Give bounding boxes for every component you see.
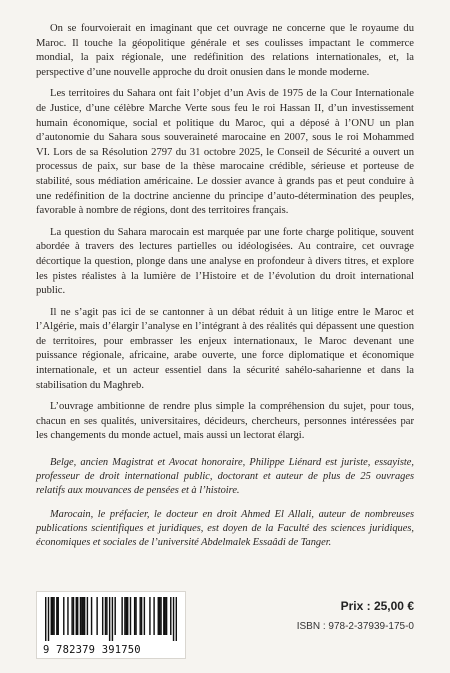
barcode-bar — [114, 597, 115, 635]
blurb-paragraph-4: Il ne s’agit pas ici de se cantonner à un débat réduit à un litige entre le Maroc et l’Algérie, mais d’élargir l’analyse en l’intégrant à des réalités qui dépassent une question de territoires, pour embrasser les enjeux internationaux, le Maroc devenant une puissance régionale, africaine, arabe ouverte, une force diplomatique et économique internationale, et un acteur essentiel dans la sécurité sahélo-saharienne et dans la stabilisation du Maghreb. — [36, 306, 414, 391]
blurb-paragraph-1: On se fourvoierait en imaginant que cet ouvrage ne concerne que le royaume du Maroc. Il touche la géopolitique générale et ses coulisses impactant le commerce mondial, la paix régionale, une redéfinition des relations internationales, et, la perspective d’une nouvelle approche du droit onusien dans le monde moderne. — [36, 23, 414, 78]
barcode-bar — [56, 597, 57, 635]
barcode-bar — [166, 597, 167, 635]
barcode-bar — [141, 597, 142, 635]
barcode-bar — [127, 597, 128, 635]
barcode-bar — [173, 597, 174, 641]
barcode-bar — [76, 597, 77, 635]
barcode-bars — [45, 597, 177, 641]
barcode-bar — [164, 597, 165, 635]
barcode-bar — [105, 597, 106, 635]
barcode-bar — [109, 597, 110, 641]
barcode-bar — [81, 597, 82, 635]
barcode-bar — [112, 597, 113, 641]
barcode-bar — [176, 597, 177, 641]
barcode-bar — [160, 597, 161, 635]
barcode-bar — [45, 597, 46, 641]
barcode-bar — [121, 597, 122, 635]
blurb-paragraph-5: L’ouvrage ambitionne de rendre plus simple la compréhension du sujet, pour tous, chacun en ses qualités, universitaires, décideurs, chercheurs, personnes intéressées par les changements du monde actuel, mais aussi un lectorat élargi. — [36, 401, 414, 442]
barcode-bar — [96, 597, 97, 635]
barcode-bar — [52, 597, 53, 635]
barcode-bar — [153, 597, 154, 635]
isbn-label: ISBN : 978-2-37939-175-0 — [296, 621, 414, 632]
blurb-paragraph-3: La question du Sahara marocain est marquée par une forte charge politique, souvent abordée à travers des lectures partielles ou idéologisées. Au contraire, cet ouvrage décortique la question, plonge dans une analyse en profondeur à divers titres, et explore les pistes réalistes à la lumière de l’Histoire et de l’évolution du droit international public. — [36, 226, 414, 297]
barcode-bar — [159, 597, 160, 635]
barcode-bar — [84, 597, 85, 635]
barcode-bar — [102, 597, 103, 635]
cover-footer — [36, 589, 414, 659]
barcode-bar — [163, 597, 164, 635]
barcode-bar — [139, 597, 140, 635]
barcode-bar — [170, 597, 171, 635]
barcode-bar — [83, 597, 84, 635]
author-bios — [36, 456, 414, 550]
barcode-bar — [48, 597, 49, 641]
barcode-bar — [51, 597, 52, 635]
barcode-bar — [134, 597, 135, 635]
barcode-bar — [53, 597, 54, 635]
barcode-bar — [91, 597, 92, 635]
barcode-bar — [80, 597, 81, 635]
prefacer-bio: Marocain, le préfacier, le docteur en droit Ahmed El Allali, auteur de nombreuses publications scientifiques et juridiques, est doyen de la Faculté des sciences juridiques, économiques et sociales de l’université Abdelmalek Essaâdi de Tanger. — [36, 509, 414, 549]
barcode-bar — [67, 597, 68, 635]
barcode-bar — [158, 597, 159, 635]
barcode-bar — [124, 597, 125, 635]
barcode-bar — [77, 597, 78, 635]
barcode-bar — [130, 597, 131, 635]
barcode-bar — [135, 597, 136, 635]
barcode-bar — [126, 597, 127, 635]
barcode-digits: 9 782379 391750 — [43, 644, 141, 656]
barcode-bar — [149, 597, 150, 635]
blurb-paragraph-2: Les territoires du Sahara ont fait l’objet d’un Avis de 1975 de la Cour Internationale de Justice, d’une célèbre Marche Verte sous feu le roi Hassan II, d’un investissement humain économique, social et politique du Maroc, qui a déposé à l’ONU un plan d’autonomie du Sahara sous souveraineté marocaine en 2007, sous le roi Mohammed VI. Lors de sa Résolution 2797 du 31 octobre 2025, le Conseil de Sécurité a ouvert un processus de paix, sur base de la thèse marocaine crédible, sérieuse et porteuse de stabilité, sous médiation américaine. Le dossier avance à grands pas et peut conduire à une redéfinition de la doctrine ancienne du principe d’auto-détermination des peuples, favorable à nombre de régions, dont des territoires français. — [36, 88, 414, 217]
barcode-bar — [58, 597, 59, 635]
author-bio: Belge, ancien Magistrat et Avocat honoraire, Philippe Liénard est juriste, essayiste, professeur de droit international public, doctorant et auteur de plus de 25 ouvrages relatifs aux mouvances de pensées et à l’histoire. — [36, 457, 414, 497]
barcode-bar — [87, 597, 88, 635]
barcode-bar — [63, 597, 64, 635]
blurb — [36, 22, 414, 444]
barcode-bar — [73, 597, 74, 635]
barcode-bar — [71, 597, 72, 635]
price-label: Prix : 25,00 € — [340, 599, 414, 613]
barcode-bar — [144, 597, 145, 635]
barcode — [36, 591, 186, 659]
barcode-bar — [106, 597, 107, 635]
